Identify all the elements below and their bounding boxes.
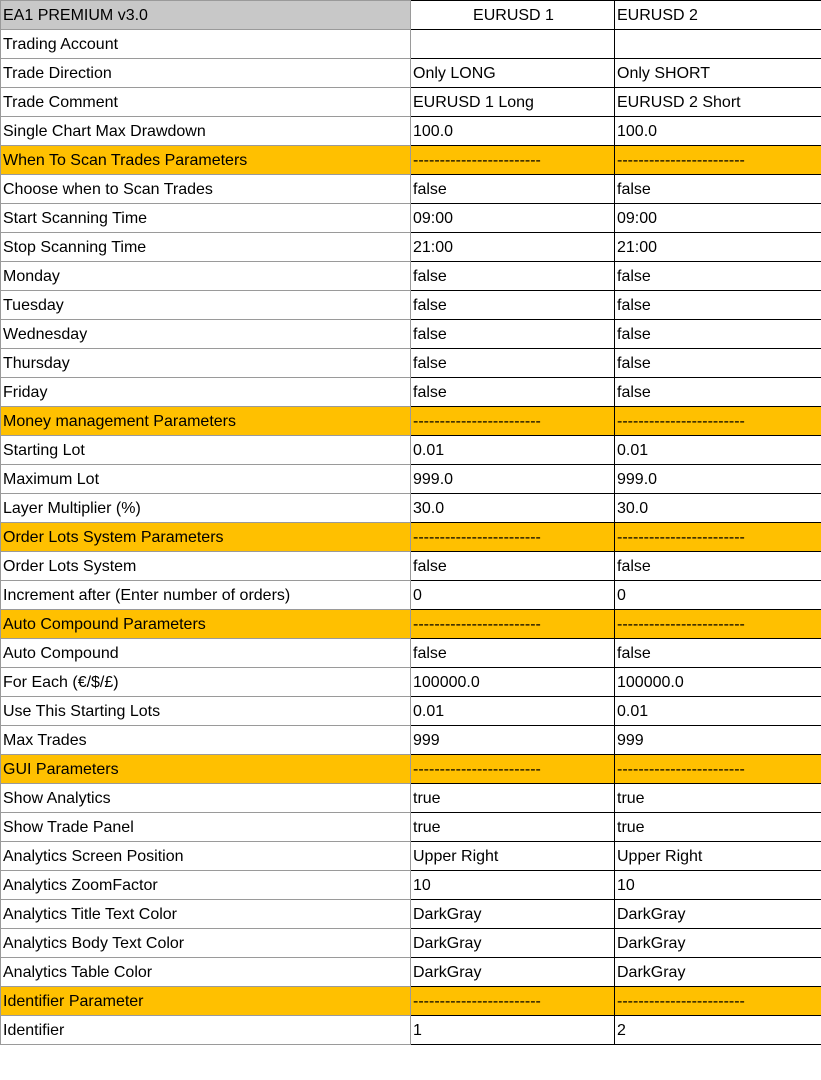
section-header-row — [1, 755, 821, 784]
section-header-row — [1, 610, 821, 639]
eurusd-2-value-cell[interactable]: false — [615, 291, 821, 320]
parameter-label-cell[interactable]: Auto Compound — [1, 639, 411, 668]
parameter-label-cell[interactable]: For Each (€/$/£) — [1, 668, 411, 697]
section-label-cell[interactable]: GUI Parameters — [1, 755, 411, 784]
eurusd-1-value-cell[interactable]: ------------------------ — [411, 610, 615, 639]
eurusd-1-value-cell[interactable]: 100.0 — [411, 117, 615, 146]
section-label-cell[interactable]: When To Scan Trades Parameters — [1, 146, 411, 175]
eurusd-2-value-cell[interactable]: ------------------------ — [615, 755, 821, 784]
parameter-row — [1, 697, 821, 726]
parameter-label-cell[interactable]: Analytics ZoomFactor — [1, 871, 411, 900]
parameter-label-cell[interactable]: Trade Comment — [1, 88, 411, 117]
eurusd-1-value-cell[interactable]: 999 — [411, 726, 615, 755]
parameter-label-cell[interactable]: Thursday — [1, 349, 411, 378]
eurusd-1-value-cell[interactable]: DarkGray — [411, 958, 615, 987]
parameter-label-cell[interactable]: Trade Direction — [1, 59, 411, 88]
parameter-label-cell[interactable]: Analytics Title Text Color — [1, 900, 411, 929]
eurusd-2-value-cell[interactable]: 10 — [615, 871, 821, 900]
eurusd-1-value-cell[interactable]: false — [411, 320, 615, 349]
parameter-row — [1, 117, 821, 146]
parameter-row — [1, 349, 821, 378]
eurusd-1-value-cell[interactable]: ------------------------ — [411, 755, 615, 784]
eurusd-1-value-cell[interactable] — [411, 30, 615, 59]
parameter-label-cell[interactable]: Single Chart Max Drawdown — [1, 117, 411, 146]
section-header-row — [1, 146, 821, 175]
parameter-row — [1, 88, 821, 117]
section-header-row — [1, 407, 821, 436]
parameter-label-cell[interactable]: Show Trade Panel — [1, 813, 411, 842]
parameter-label-cell[interactable]: Friday — [1, 378, 411, 407]
parameter-row — [1, 436, 821, 465]
parameter-label-cell[interactable]: Increment after (Enter number of orders) — [1, 581, 411, 610]
parameter-label-cell[interactable]: Wednesday — [1, 320, 411, 349]
parameter-label-cell[interactable]: Order Lots System — [1, 552, 411, 581]
eurusd-1-value-cell[interactable]: ------------------------ — [411, 407, 615, 436]
eurusd-1-value-cell[interactable]: ------------------------ — [411, 523, 615, 552]
eurusd-1-value-cell[interactable]: DarkGray — [411, 929, 615, 958]
parameter-row — [1, 726, 821, 755]
parameter-label-cell[interactable]: Tuesday — [1, 291, 411, 320]
eurusd-2-value-cell[interactable]: true — [615, 813, 821, 842]
parameter-row — [1, 958, 821, 987]
eurusd-2-value-cell[interactable]: DarkGray — [615, 958, 821, 987]
parameter-label-cell[interactable]: Analytics Table Color — [1, 958, 411, 987]
eurusd-2-value-cell[interactable]: 21:00 — [615, 233, 821, 262]
parameter-row — [1, 59, 821, 88]
eurusd-1-value-cell[interactable]: 1 — [411, 1016, 615, 1045]
parameter-label-cell[interactable]: Show Analytics — [1, 784, 411, 813]
parameter-row — [1, 581, 821, 610]
parameter-row — [1, 291, 821, 320]
eurusd-2-value-cell[interactable]: true — [615, 784, 821, 813]
parameter-label-cell[interactable]: Max Trades — [1, 726, 411, 755]
eurusd-1-value-cell[interactable]: false — [411, 349, 615, 378]
eurusd-2-value-cell[interactable]: 100000.0 — [615, 668, 821, 697]
eurusd-2-value-cell[interactable]: 0.01 — [615, 697, 821, 726]
parameter-row — [1, 320, 821, 349]
parameter-row — [1, 552, 821, 581]
parameter-row — [1, 929, 821, 958]
eurusd-2-value-cell[interactable] — [615, 30, 821, 59]
parameter-row — [1, 900, 821, 929]
parameter-row — [1, 842, 821, 871]
eurusd-2-value-cell[interactable]: 999 — [615, 726, 821, 755]
eurusd-1-value-cell[interactable]: false — [411, 262, 615, 291]
eurusd-1-value-cell[interactable]: false — [411, 175, 615, 204]
eurusd-1-value-cell[interactable]: 999.0 — [411, 465, 615, 494]
eurusd-2-value-cell[interactable]: Upper Right — [615, 842, 821, 871]
column-header-eurusd-1[interactable]: EURUSD 1 — [411, 1, 615, 30]
parameter-label-cell[interactable]: Identifier — [1, 1016, 411, 1045]
eurusd-1-value-cell[interactable]: false — [411, 291, 615, 320]
eurusd-2-value-cell[interactable]: 30.0 — [615, 494, 821, 523]
parameter-label-cell[interactable]: Analytics Screen Position — [1, 842, 411, 871]
eurusd-2-value-cell[interactable]: DarkGray — [615, 929, 821, 958]
parameter-label-cell[interactable]: Monday — [1, 262, 411, 291]
eurusd-1-value-cell[interactable]: ------------------------ — [411, 987, 615, 1016]
eurusd-2-value-cell[interactable]: ------------------------ — [615, 987, 821, 1016]
eurusd-1-value-cell[interactable]: 0.01 — [411, 697, 615, 726]
eurusd-2-value-cell[interactable]: false — [615, 639, 821, 668]
eurusd-1-value-cell[interactable]: 30.0 — [411, 494, 615, 523]
eurusd-1-value-cell[interactable]: true — [411, 784, 615, 813]
eurusd-1-value-cell[interactable]: 100000.0 — [411, 668, 615, 697]
eurusd-1-value-cell[interactable]: 0.01 — [411, 436, 615, 465]
parameter-label-cell[interactable]: Layer Multiplier (%) — [1, 494, 411, 523]
parameter-label-cell[interactable]: Maximum Lot — [1, 465, 411, 494]
parameter-label-cell[interactable]: Trading Account — [1, 30, 411, 59]
parameter-row — [1, 668, 821, 697]
eurusd-2-value-cell[interactable]: EURUSD 2 Short — [615, 88, 821, 117]
eurusd-2-value-cell[interactable]: false — [615, 320, 821, 349]
column-header-eurusd-2[interactable]: EURUSD 2 — [615, 1, 821, 30]
section-header-row — [1, 523, 821, 552]
eurusd-2-value-cell[interactable]: false — [615, 175, 821, 204]
header-row — [1, 1, 821, 30]
eurusd-1-value-cell[interactable]: EURUSD 1 Long — [411, 88, 615, 117]
parameter-row — [1, 175, 821, 204]
eurusd-1-value-cell[interactable]: 09:00 — [411, 204, 615, 233]
eurusd-1-value-cell[interactable]: Upper Right — [411, 842, 615, 871]
eurusd-2-value-cell[interactable]: false — [615, 349, 821, 378]
parameter-row — [1, 871, 821, 900]
eurusd-2-value-cell[interactable]: ------------------------ — [615, 523, 821, 552]
eurusd-1-value-cell[interactable]: 0 — [411, 581, 615, 610]
eurusd-2-value-cell[interactable]: ------------------------ — [615, 610, 821, 639]
parameter-row — [1, 378, 821, 407]
parameter-row — [1, 465, 821, 494]
eurusd-2-value-cell[interactable]: ------------------------ — [615, 146, 821, 175]
parameter-label-cell[interactable]: Choose when to Scan Trades — [1, 175, 411, 204]
section-label-cell[interactable]: Order Lots System Parameters — [1, 523, 411, 552]
parameter-row — [1, 813, 821, 842]
eurusd-2-value-cell[interactable]: false — [615, 378, 821, 407]
eurusd-2-value-cell[interactable]: ------------------------ — [615, 407, 821, 436]
eurusd-2-value-cell[interactable]: 0 — [615, 581, 821, 610]
parameter-row — [1, 784, 821, 813]
eurusd-1-value-cell[interactable]: Only LONG — [411, 59, 615, 88]
eurusd-2-value-cell[interactable]: false — [615, 552, 821, 581]
eurusd-1-value-cell[interactable]: ------------------------ — [411, 146, 615, 175]
eurusd-2-value-cell[interactable]: Only SHORT — [615, 59, 821, 88]
parameter-label-cell[interactable]: Stop Scanning Time — [1, 233, 411, 262]
section-label-cell[interactable]: Identifier Parameter — [1, 987, 411, 1016]
eurusd-2-value-cell[interactable]: 0.01 — [615, 436, 821, 465]
parameter-row — [1, 262, 821, 291]
section-label-cell[interactable]: Auto Compound Parameters — [1, 610, 411, 639]
eurusd-2-value-cell[interactable]: 999.0 — [615, 465, 821, 494]
eurusd-2-value-cell[interactable]: 09:00 — [615, 204, 821, 233]
section-header-row — [1, 987, 821, 1016]
parameter-label-cell[interactable]: Starting Lot — [1, 436, 411, 465]
parameter-row — [1, 639, 821, 668]
eurusd-1-value-cell[interactable]: false — [411, 378, 615, 407]
parameter-row — [1, 233, 821, 262]
parameter-row — [1, 204, 821, 233]
eurusd-2-value-cell[interactable]: DarkGray — [615, 900, 821, 929]
ea-title-cell[interactable]: EA1 PREMIUM v3.0 — [1, 1, 411, 30]
parameter-label-cell[interactable]: Analytics Body Text Color — [1, 929, 411, 958]
eurusd-1-value-cell[interactable]: 10 — [411, 871, 615, 900]
parameter-row — [1, 30, 821, 59]
section-label-cell[interactable]: Money management Parameters — [1, 407, 411, 436]
eurusd-2-value-cell[interactable]: 100.0 — [615, 117, 821, 146]
parameter-label-cell[interactable]: Start Scanning Time — [1, 204, 411, 233]
eurusd-1-value-cell[interactable]: false — [411, 552, 615, 581]
parameter-label-cell[interactable]: Use This Starting Lots — [1, 697, 411, 726]
eurusd-2-value-cell[interactable]: false — [615, 262, 821, 291]
parameter-row — [1, 1016, 821, 1045]
eurusd-1-value-cell[interactable]: false — [411, 639, 615, 668]
parameter-row — [1, 494, 821, 523]
eurusd-1-value-cell[interactable]: true — [411, 813, 615, 842]
eurusd-1-value-cell[interactable]: 21:00 — [411, 233, 615, 262]
eurusd-1-value-cell[interactable]: DarkGray — [411, 900, 615, 929]
eurusd-2-value-cell[interactable]: 2 — [615, 1016, 821, 1045]
